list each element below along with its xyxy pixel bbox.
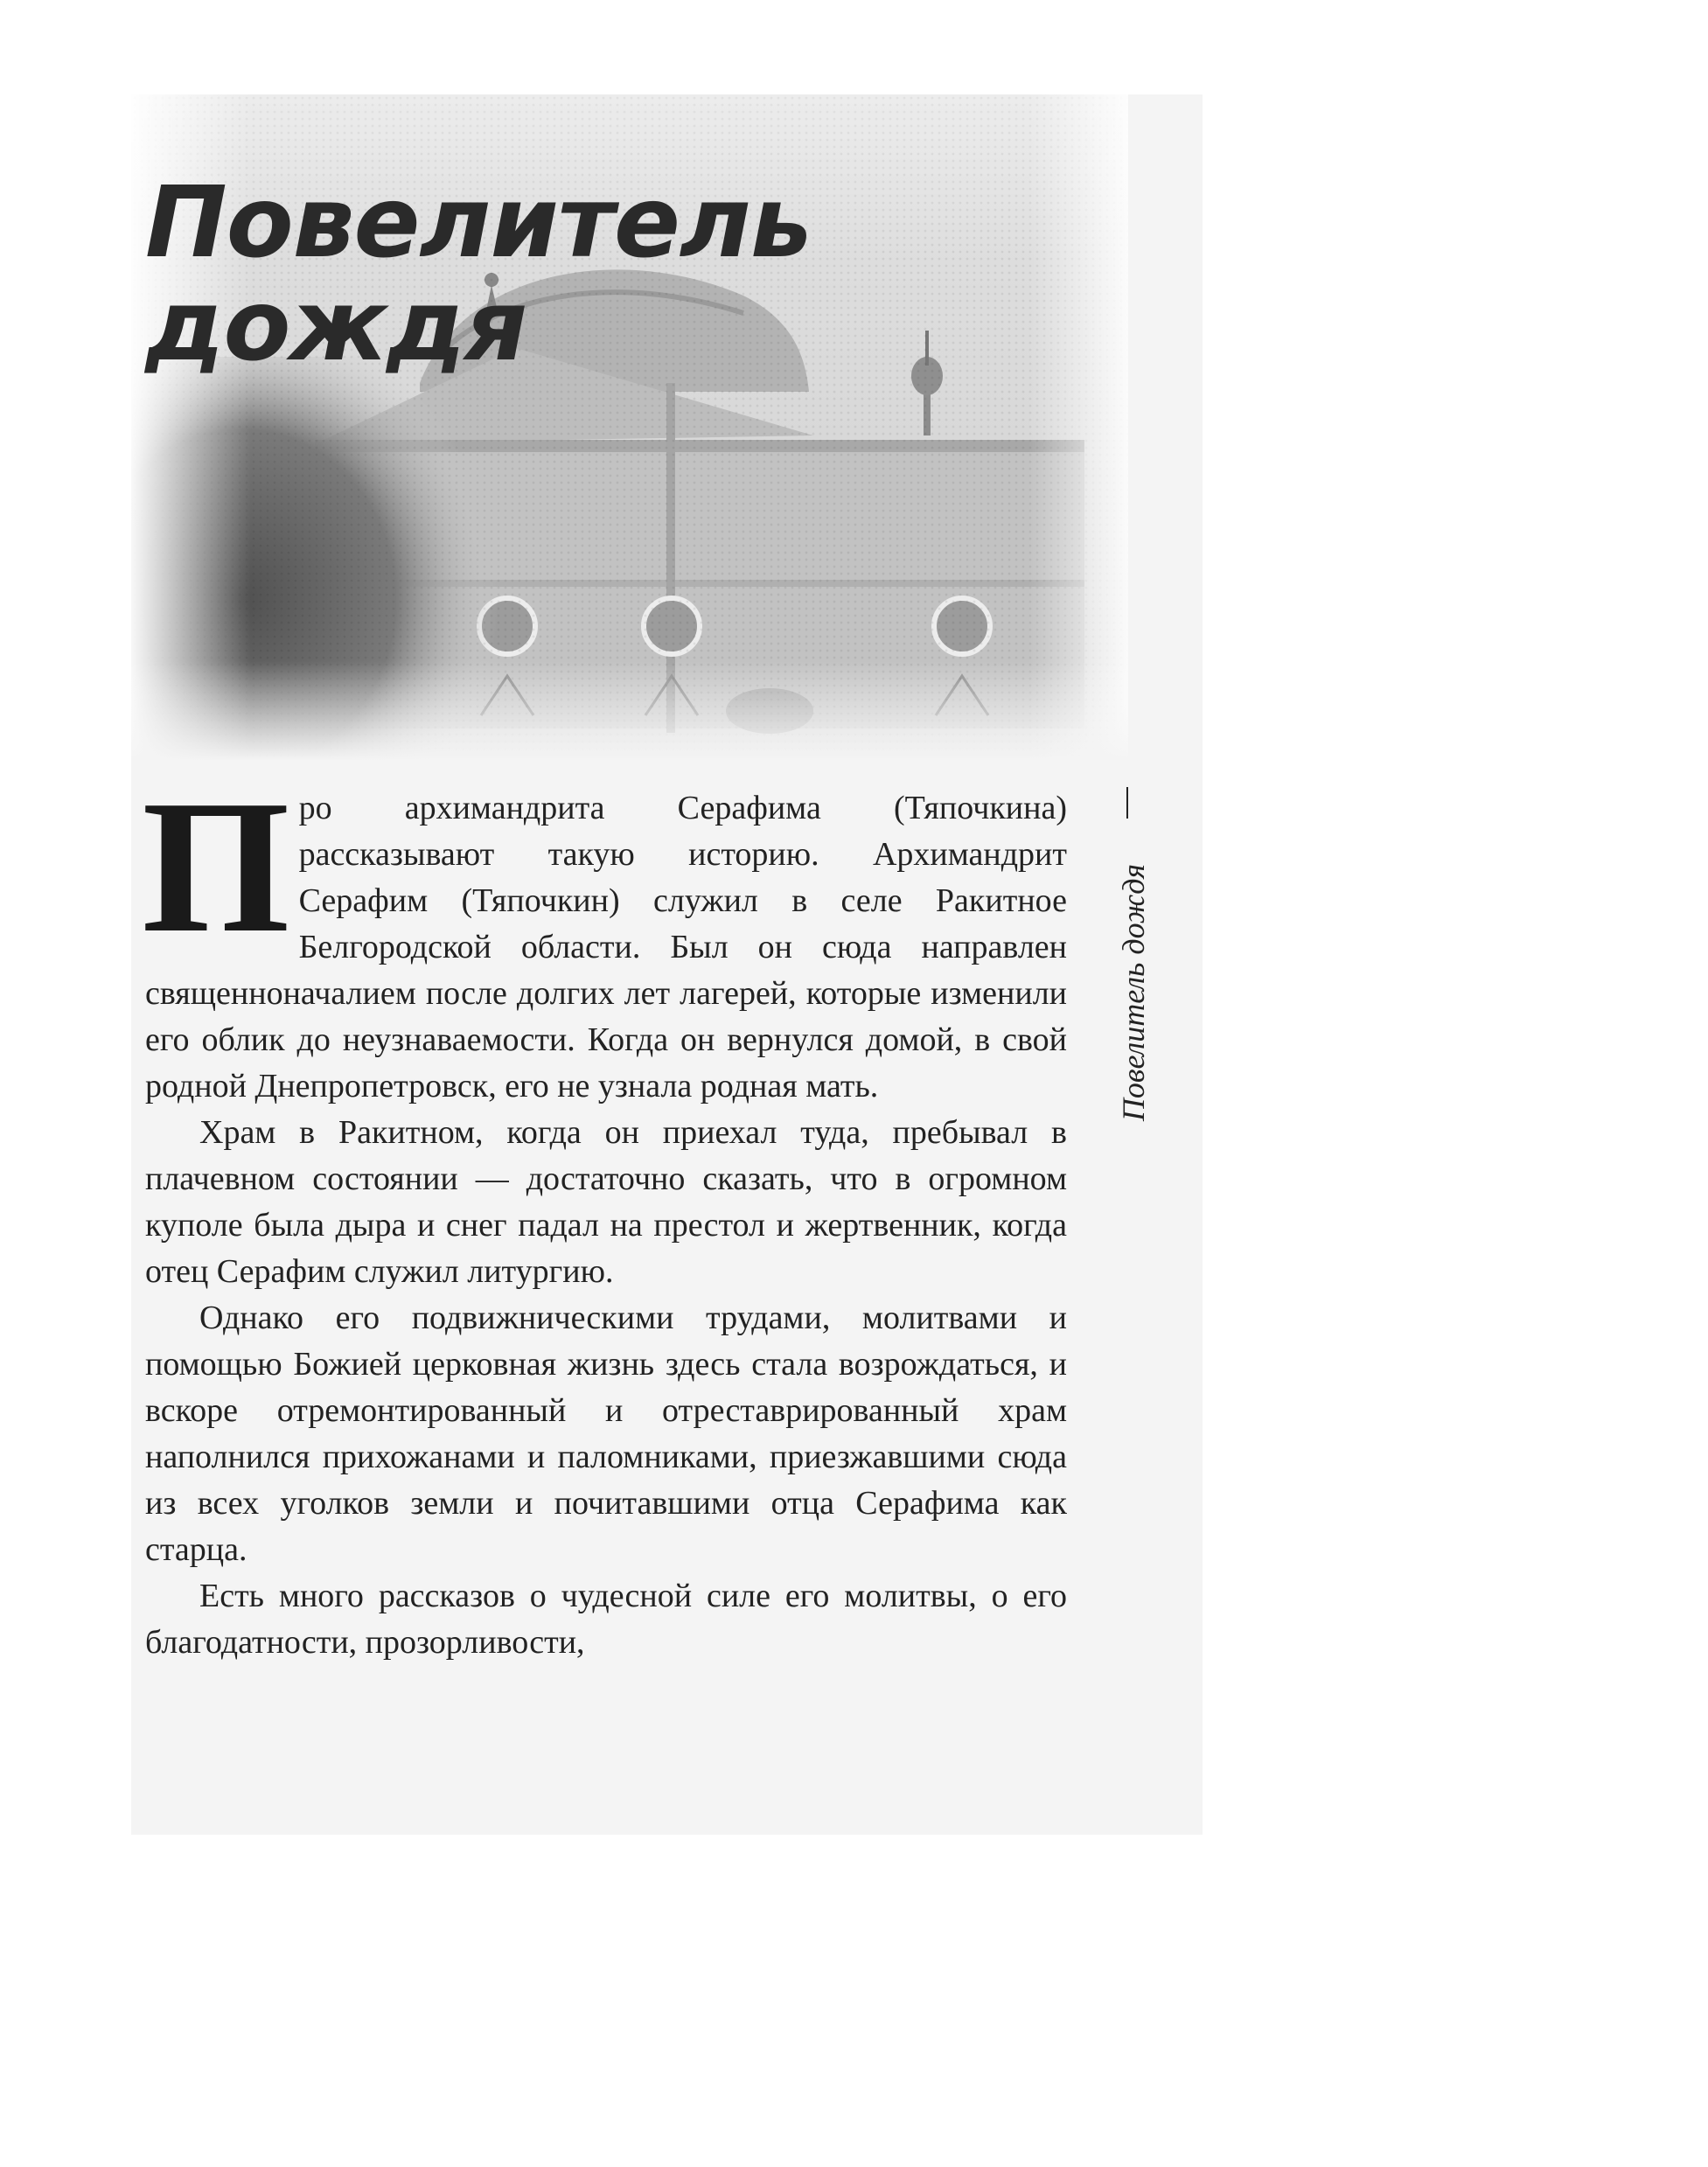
chapter-title: [145, 166, 812, 383]
chapter-title-line-1: Повелитель: [145, 166, 812, 280]
paragraph-2: Храм в Ракитном, когда он приехал туда, пребывал в плачевном состоянии — достаточно сказать, что в огромном куполе была дыра и снег падал на престол и жертвенник, когда отец Серафим служил литургию.: [145, 1114, 1067, 1290]
body-text: [142, 762, 1067, 1666]
drop-cap: П: [142, 762, 290, 972]
paragraph-1-text: ро архимандрита Серафима (Тяпочкина) рассказывают такую историю. Архимандрит Серафим (Тяпочкин) служил в селе Ракитное Белгородской области. Был он сюда направлен священноначалием после долгих лет лагерей, которые изменили его облик до неузнаваемости. Когда он вернулся домой, в свой родной Днепропетровск, его не узнала родная мать.: [145, 790, 1067, 1104]
chapter-title-line-2: дождя: [145, 269, 527, 383]
paragraph-3: Однако его подвижническими трудами, молитвами и помощью Божией церковная жизнь здесь стала возрождаться, и вскоре отремонтированный и отреставрированный храм наполнился прихожанами и паломниками, приезжавшими сюда из всех уголков земли и почитавшими отца Серафима как старца.: [145, 1300, 1067, 1568]
paragraph-4: Есть много рассказов о чудесной силе его молитвы, о его благодатности, прозорливости,: [145, 1578, 1067, 1661]
running-head-rule: [1126, 787, 1128, 819]
running-head-label: Повелитель дождя: [1116, 863, 1151, 1122]
running-head: [1109, 787, 1158, 1154]
paragraph-1: [142, 762, 1067, 1110]
